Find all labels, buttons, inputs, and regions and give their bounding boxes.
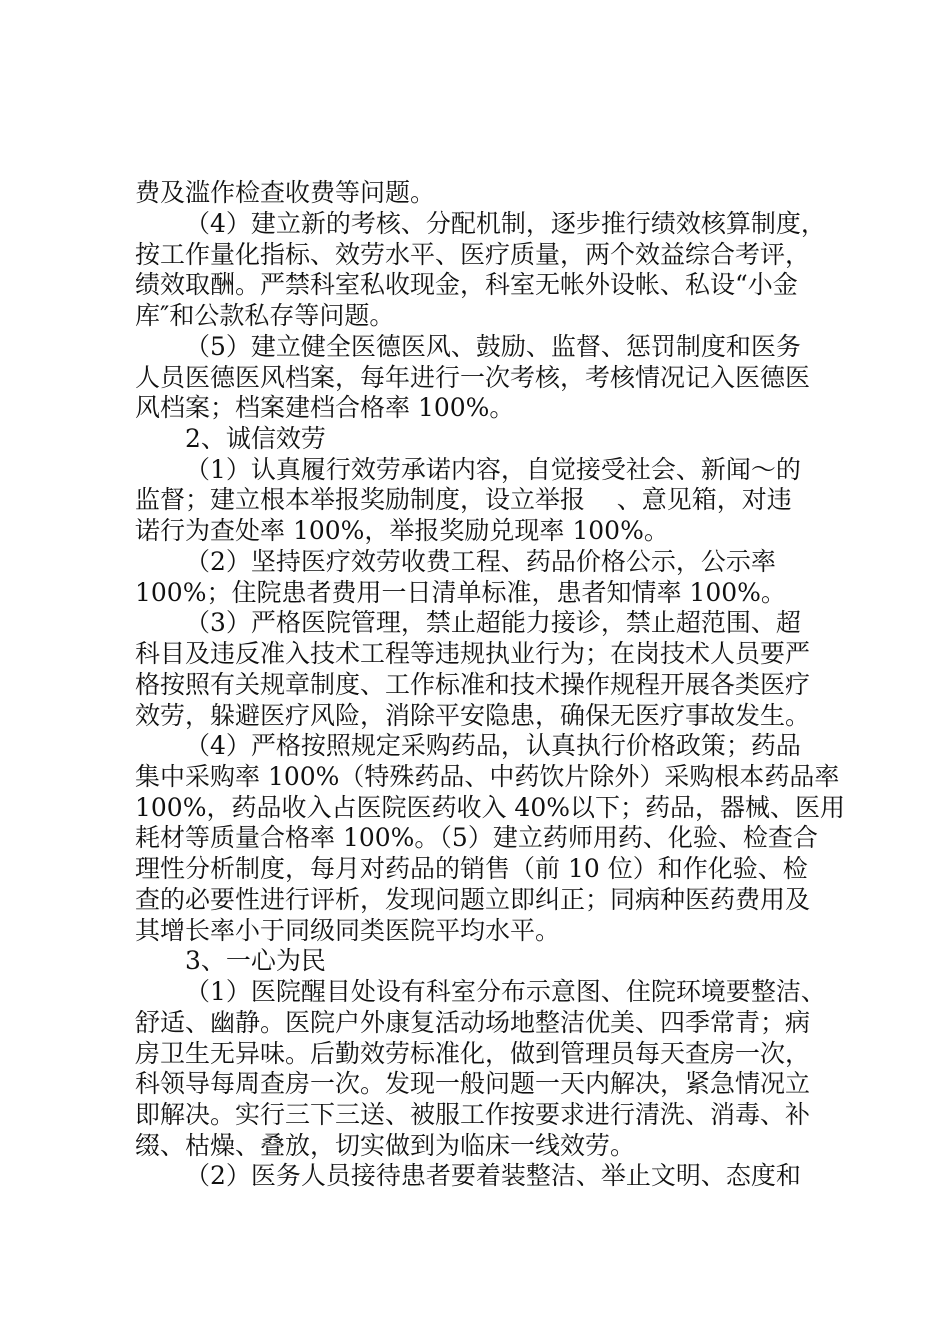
text-line: 监督；建立根本举报奖励制度，设立举报 、意见箱，对违 (135, 485, 792, 514)
text-line: （2）医务人员接待患者要着装整洁、举止文明、态度和 (185, 1161, 801, 1190)
text-line: 按工作量化指标、效劳水平、医疗质量，两个效益综合考评， (135, 240, 811, 269)
text-line: 缀、枯燥、叠放，切实做到为临床一线效劳。 (135, 1131, 636, 1160)
text-line: （2）坚持医疗效劳收费工程、药品价格公示，公示率 (185, 547, 776, 576)
text-line: 耗材等质量合格率 100%。（5）建立药师用药、化验、检查合 (135, 823, 818, 852)
section-heading: 3、一心为民 (185, 946, 326, 975)
text-line: 100%，药品收入占医院医药收入 40%以下；药品，器械、医用 (135, 793, 845, 822)
text-line: 库″和公款私存等问题。 (135, 301, 395, 330)
text-line: 舒适、幽静。医院户外康复活动场地整洁优美、四季常青；病 (135, 1008, 811, 1037)
text-line: 效劳，躲避医疗风险，消除平安隐患，确保无医疗事故发生。 (135, 701, 811, 730)
text-line: 集中采购率 100%（特殊药品、中药饮片除外）采购根本药品率 (135, 762, 840, 791)
text-line: 100%；住院患者费用一日清单标准，患者知情率 100%。 (135, 578, 786, 607)
text-line: 诺行为查处率 100%，举报奖励兑现率 100%。 (135, 516, 669, 545)
text-line: 风档案；档案建档合格率 100%。 (135, 393, 515, 422)
text-line: （3）严格医院管理，禁止超能力接诊，禁止超范围、超 (185, 608, 801, 637)
text-line: 费及滥作检查收费等问题。 (135, 178, 436, 207)
text-line: （1）认真履行效劳承诺内容，自觉接受社会、新闻～的 (185, 455, 801, 484)
text-line: （4）建立新的考核、分配机制，逐步推行绩效核算制度， (185, 209, 826, 238)
section-heading: 2、诚信效劳 (185, 424, 326, 453)
text-line: 理性分析制度，每月对药品的销售（前 10 位）和作化验、检 (135, 854, 808, 883)
text-line: 科领导每周查房一次。发现一般问题一天内解决，紧急情况立 (135, 1069, 811, 1098)
text-line: 科目及违反准入技术工程等违规执业行为；在岗技术人员要严 (135, 639, 811, 668)
text-line: 绩效取酬。严禁科室私收现金，科室无帐外设帐、私设“小金 (135, 270, 798, 299)
text-line: 人员医德医风档案，每年进行一次考核，考核情况记入医德医 (135, 363, 811, 392)
text-line: 格按照有关规章制度、工作标准和技术操作规程开展各类医疗 (135, 670, 811, 699)
text-line: （5）建立健全医德医风、鼓励、监督、惩罚制度和医务 (185, 332, 801, 361)
text-line: 房卫生无异味。后勤效劳标准化，做到管理员每天查房一次， (135, 1039, 811, 1068)
text-line: 查的必要性进行评析，发现问题立即纠正；同病种医药费用及 (135, 885, 811, 914)
text-line: （4）严格按照规定采购药品，认真执行价格政策；药品 (185, 731, 801, 760)
text-line: 即解决。实行三下三送、被服工作按要求进行清洗、消毒、补 (135, 1100, 811, 1129)
text-line: 其增长率小于同级同类医院平均水平。 (135, 916, 561, 945)
text-line: （1）医院醒目处设有科室分布示意图、住院环境要整洁、 (185, 977, 826, 1006)
